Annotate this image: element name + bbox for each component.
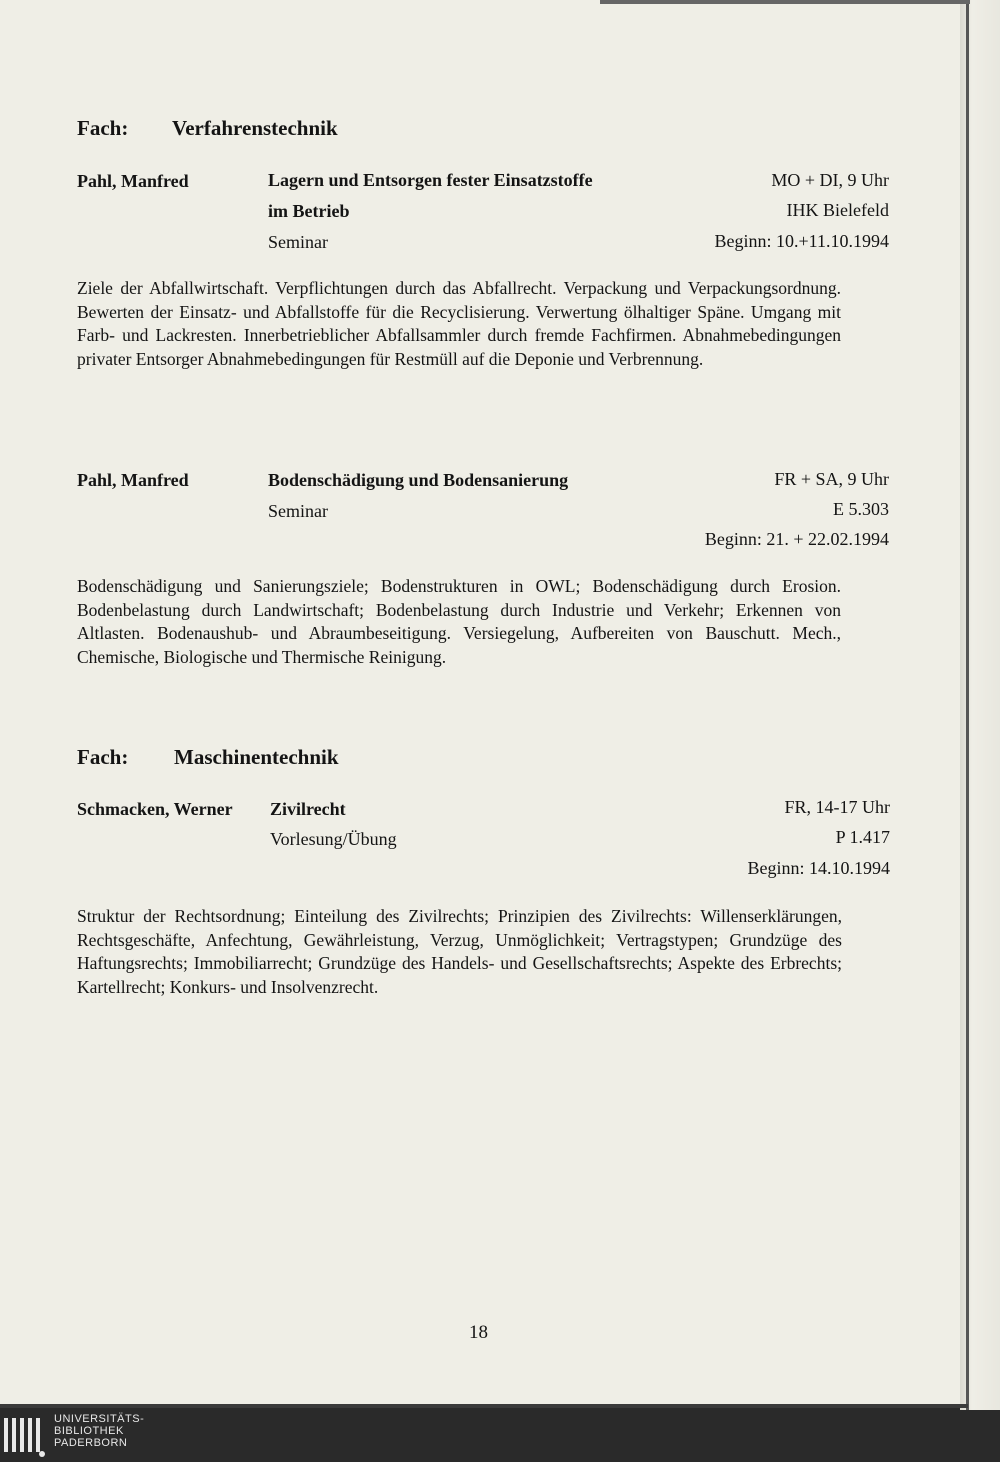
course-time: MO + DI, 9 Uhr [771, 170, 889, 190]
section-fach-name: Maschinentechnik [174, 745, 339, 769]
section-fach-label: Fach: [77, 116, 129, 140]
library-logo-line: UNIVERSITÄTS- [54, 1413, 145, 1425]
course-description: Bodenschädigung und Sanierungsziele; Bodenstrukturen in OWL; Bodenschädigung durch Erosion. Bodenbelastung durch Landwirtschaft; Bodenbelastung durch Industrie und Verkehr; Erkennen von Altlasten. Bodenaushub- und Abraumbeseitigung. Versiegelung, Aufbereiten von Bauschutt. Mech., Chemische, Biologische und Thermische Reinigung. [77, 576, 841, 667]
page-number: 18 [469, 1322, 488, 1343]
library-footer-bar [0, 1410, 1000, 1462]
library-logo-line: BIBLIOTHEK [54, 1425, 124, 1437]
course-title-continued: im Betrieb [268, 201, 350, 221]
course-title: Lagern und Entsorgen fester Einsatzstoffe [268, 170, 593, 190]
course-title: Bodenschädigung und Bodensanierung [268, 470, 569, 490]
course-start-date: Beginn: 21. + 22.02.1994 [704, 529, 889, 549]
course-room: P 1.417 [835, 827, 890, 847]
course-lecturer: Pahl, Manfred [77, 470, 189, 490]
course-room: IHK Bielefeld [786, 200, 889, 220]
library-logo-text [54, 1413, 144, 1449]
page-right-edge [966, 0, 969, 1410]
course-title: Zivilrecht [270, 799, 346, 819]
section-fach-label: Fach: [77, 745, 129, 769]
course-type: Vorlesung/Übung [270, 829, 397, 849]
course-time: FR + SA, 9 Uhr [774, 469, 889, 489]
library-logo-icon [2, 1414, 46, 1458]
page-top-edge [600, 0, 970, 4]
section-fach-name: Verfahrenstechnik [172, 116, 338, 140]
course-start-date: Beginn: 14.10.1994 [747, 858, 890, 878]
library-logo-line: PADERBORN [54, 1437, 128, 1449]
page-bottom-edge [0, 1404, 968, 1408]
course-description: Ziele der Abfallwirtschaft. Verpflichtungen durch das Abfallrecht. Verpackung und Verpackungsordnung. Bewerten der Einsatz- und Abfallstoffe für die Recyclisierung. Verwertung ölhaltiger Späne. Umgang mit Farb- und Lackresten. Innerbetrieblicher Abfallsammler durch fremde Fachfirmen. Abnahmebedingungen privater Entsorger Abnahmebedingungen für Restmüll auf die Deponie und Verbrennung. [77, 278, 841, 369]
course-time: FR, 14-17 Uhr [784, 797, 890, 817]
course-lecturer: Pahl, Manfred [77, 171, 189, 191]
course-start-date: Beginn: 10.+11.10.1994 [714, 231, 889, 251]
course-type: Seminar [268, 232, 328, 252]
course-description: Struktur der Rechtsordnung; Einteilung des Zivilrechts; Prinzipien des Zivilrechts: Willenserklärungen, Rechtsgeschäfte, Anfechtung, Gewährleistung, Verzug, Unmöglichkeit; Vertragstypen; Grundzüge des Haftungsrechts; Immobiliarrecht; Grundzüge des Handels- und Gesellschaftsrechts; Aspekte des Erbrechts; Kartellrecht; Konkurs- und Insolvenzrecht. [77, 906, 842, 997]
course-lecturer: Schmacken, Werner [77, 799, 233, 819]
course-room: E 5.303 [833, 499, 889, 519]
course-type: Seminar [268, 501, 328, 521]
